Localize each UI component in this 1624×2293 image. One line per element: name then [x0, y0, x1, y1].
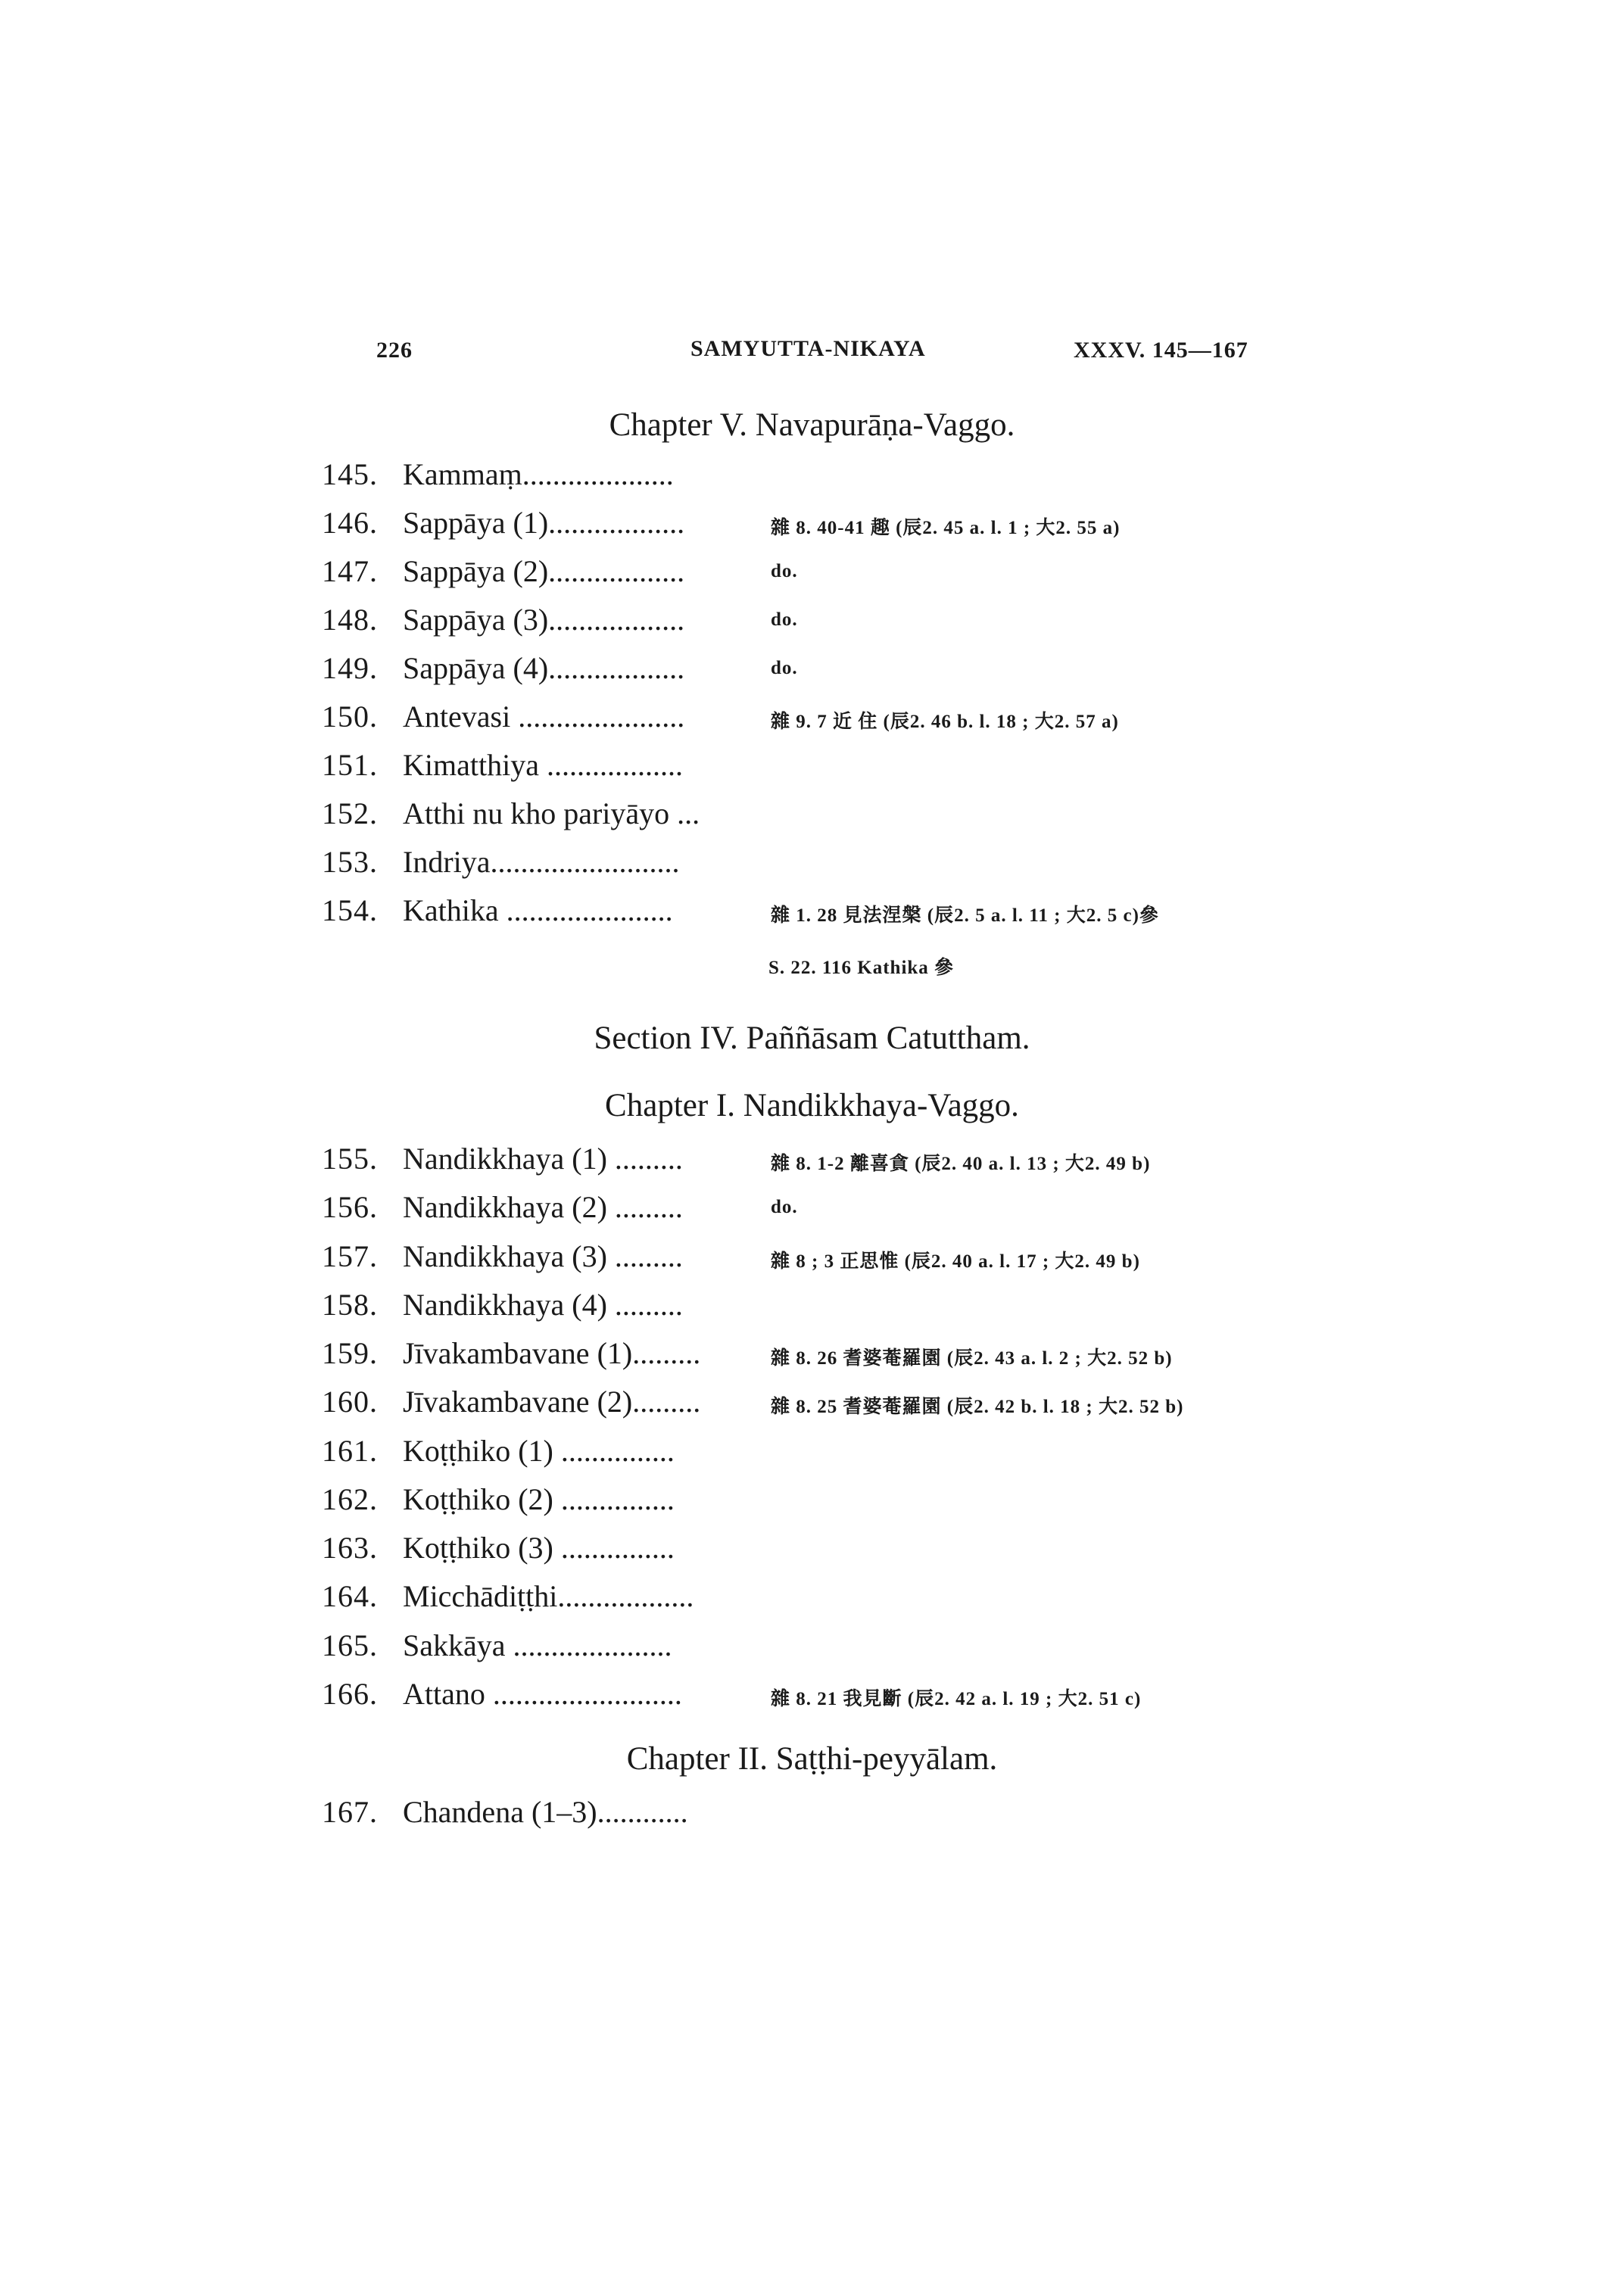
- entry-154-continuation: S. 22. 116 Kathika 參: [768, 958, 955, 978]
- entry-number: 154.: [322, 893, 378, 927]
- entry-title: Nandikkhaya (3) .........: [403, 1239, 683, 1273]
- entry-title: Nandikkhaya (2) .........: [403, 1190, 683, 1224]
- entry-title: Attano .........................: [403, 1677, 682, 1711]
- entry-title: Sappāya (3)..................: [403, 603, 685, 637]
- entry-number: 166.: [322, 1677, 378, 1711]
- entry-title: Sappāya (2)..................: [403, 554, 685, 588]
- entry-title: Indriya.........................: [403, 845, 680, 879]
- page-number: 226: [376, 338, 413, 363]
- entry-166: [0, 1676, 1624, 1721]
- entry-152: [0, 796, 1624, 841]
- entry-title: Kimatthiya ..................: [403, 748, 683, 782]
- entry-number: 146.: [322, 506, 378, 540]
- entry-title: Sappāya (1)..................: [403, 506, 685, 540]
- entry-title: Jīvakambavane (2).........: [403, 1385, 701, 1419]
- entry-number: 162.: [322, 1482, 378, 1516]
- entry-title: Atthi nu kho pariyāyo ...: [403, 796, 700, 830]
- entry-number: 157.: [322, 1239, 378, 1273]
- entry-title: Kammaṃ....................: [403, 457, 674, 491]
- entry-151: [0, 747, 1624, 793]
- entry-title: Jīvakambavane (1).........: [403, 1336, 701, 1370]
- section-iv-heading: Section IV. Paññāsam Catuttham.: [594, 1020, 1030, 1056]
- entry-reference: do.: [771, 658, 798, 678]
- entry-number: 151.: [322, 748, 378, 782]
- entry-title: Koṭṭhiko (3) ...............: [403, 1531, 675, 1565]
- entry-reference: do.: [771, 1197, 798, 1217]
- entry-154: [0, 893, 1624, 938]
- entry-number: 163.: [322, 1531, 378, 1565]
- entry-number: 152.: [322, 796, 378, 830]
- entry-reference: do.: [771, 609, 798, 630]
- entry-number: 147.: [322, 554, 378, 588]
- entry-reference: do.: [771, 561, 798, 581]
- entry-reference: 雜 8 ; 3 正思惟 (辰2. 40 a. l. 17 ; 大2. 49 b): [771, 1251, 1140, 1272]
- entry-number: 161.: [322, 1434, 378, 1468]
- entry-158: [0, 1287, 1624, 1332]
- chapter-ii-heading: Chapter II. Saṭṭhi-peyyālam.: [626, 1741, 998, 1777]
- entry-162: [0, 1481, 1624, 1527]
- entry-number: 145.: [322, 457, 378, 491]
- entry-150: [0, 699, 1624, 744]
- entry-146: [0, 505, 1624, 550]
- entry-number: 153.: [322, 845, 378, 879]
- entry-reference: 雜 8. 25 耆婆菴羅園 (辰2. 42 b. l. 18 ; 大2. 52 b): [771, 1397, 1184, 1417]
- entry-title: Antevasi ......................: [403, 699, 685, 734]
- entry-155: [0, 1141, 1624, 1186]
- entry-164: [0, 1578, 1624, 1624]
- entry-165: [0, 1628, 1624, 1673]
- entry-reference: 雜 8. 21 我見斷 (辰2. 42 a. l. 19 ; 大2. 51 c): [771, 1689, 1142, 1709]
- entry-number: 158.: [322, 1288, 378, 1322]
- entry-reference: 雜 9. 7 近 住 (辰2. 46 b. l. 18 ; 大2. 57 a): [771, 712, 1119, 732]
- running-title: SAMYUTTA-NIKAYA: [690, 336, 926, 361]
- entry-title: Micchādiṭṭhi..................: [403, 1579, 694, 1613]
- entry-number: 165.: [322, 1628, 378, 1662]
- entry-148: [0, 602, 1624, 647]
- entry-number: 160.: [322, 1385, 378, 1419]
- entry-157: [0, 1238, 1624, 1284]
- entry-163: [0, 1530, 1624, 1575]
- entry-reference: 雜 1. 28 見法涅槃 (辰2. 5 a. l. 11 ; 大2. 5 c)參: [771, 905, 1159, 926]
- entry-156: [0, 1189, 1624, 1235]
- entry-reference: 雜 8. 26 耆婆菴羅園 (辰2. 43 a. l. 2 ; 大2. 52 b): [771, 1348, 1173, 1369]
- entry-title: Nandikkhaya (1) .........: [403, 1142, 683, 1176]
- entry-title: Nandikkhaya (4) .........: [403, 1288, 683, 1322]
- entry-147: [0, 553, 1624, 599]
- entry-number: 159.: [322, 1336, 378, 1370]
- entry-161: [0, 1433, 1624, 1478]
- chapter-v-heading: Chapter V. Navapurāṇa-Vaggo.: [609, 407, 1015, 443]
- entry-number: 164.: [322, 1579, 378, 1613]
- entry-title: Koṭṭhiko (1) ...............: [403, 1434, 675, 1468]
- entry-title: Sakkāya .....................: [403, 1628, 672, 1662]
- entry-149: [0, 650, 1624, 696]
- chapter-i-heading: Chapter I. Nandikkhaya-Vaggo.: [605, 1088, 1019, 1123]
- entry-title: Sappāya (4)..................: [403, 651, 685, 685]
- entry-reference: 雜 8. 40-41 趣 (辰2. 45 a. l. 1 ; 大2. 55 a): [771, 518, 1121, 538]
- entry-145: [0, 456, 1624, 502]
- entry-number: 167.: [322, 1795, 378, 1829]
- entry-159: [0, 1335, 1624, 1381]
- entry-reference: 雜 8. 1-2 離喜貪 (辰2. 40 a. l. 13 ; 大2. 49 b): [771, 1154, 1151, 1174]
- entry-title: Chandena (1–3)............: [403, 1795, 688, 1829]
- entry-number: 155.: [322, 1142, 378, 1176]
- entry-number: 149.: [322, 651, 378, 685]
- entry-167: [0, 1794, 1624, 1840]
- entry-title: Koṭṭhiko (2) ...............: [403, 1482, 675, 1516]
- sutta-range: XXXV. 145—167: [1074, 338, 1248, 363]
- entry-number: 150.: [322, 699, 378, 734]
- entry-number: 156.: [322, 1190, 378, 1224]
- entry-title: Kathika ......................: [403, 893, 673, 927]
- entry-153: [0, 844, 1624, 889]
- running-head: [0, 333, 1624, 371]
- entry-number: 148.: [322, 603, 378, 637]
- entry-160: [0, 1384, 1624, 1429]
